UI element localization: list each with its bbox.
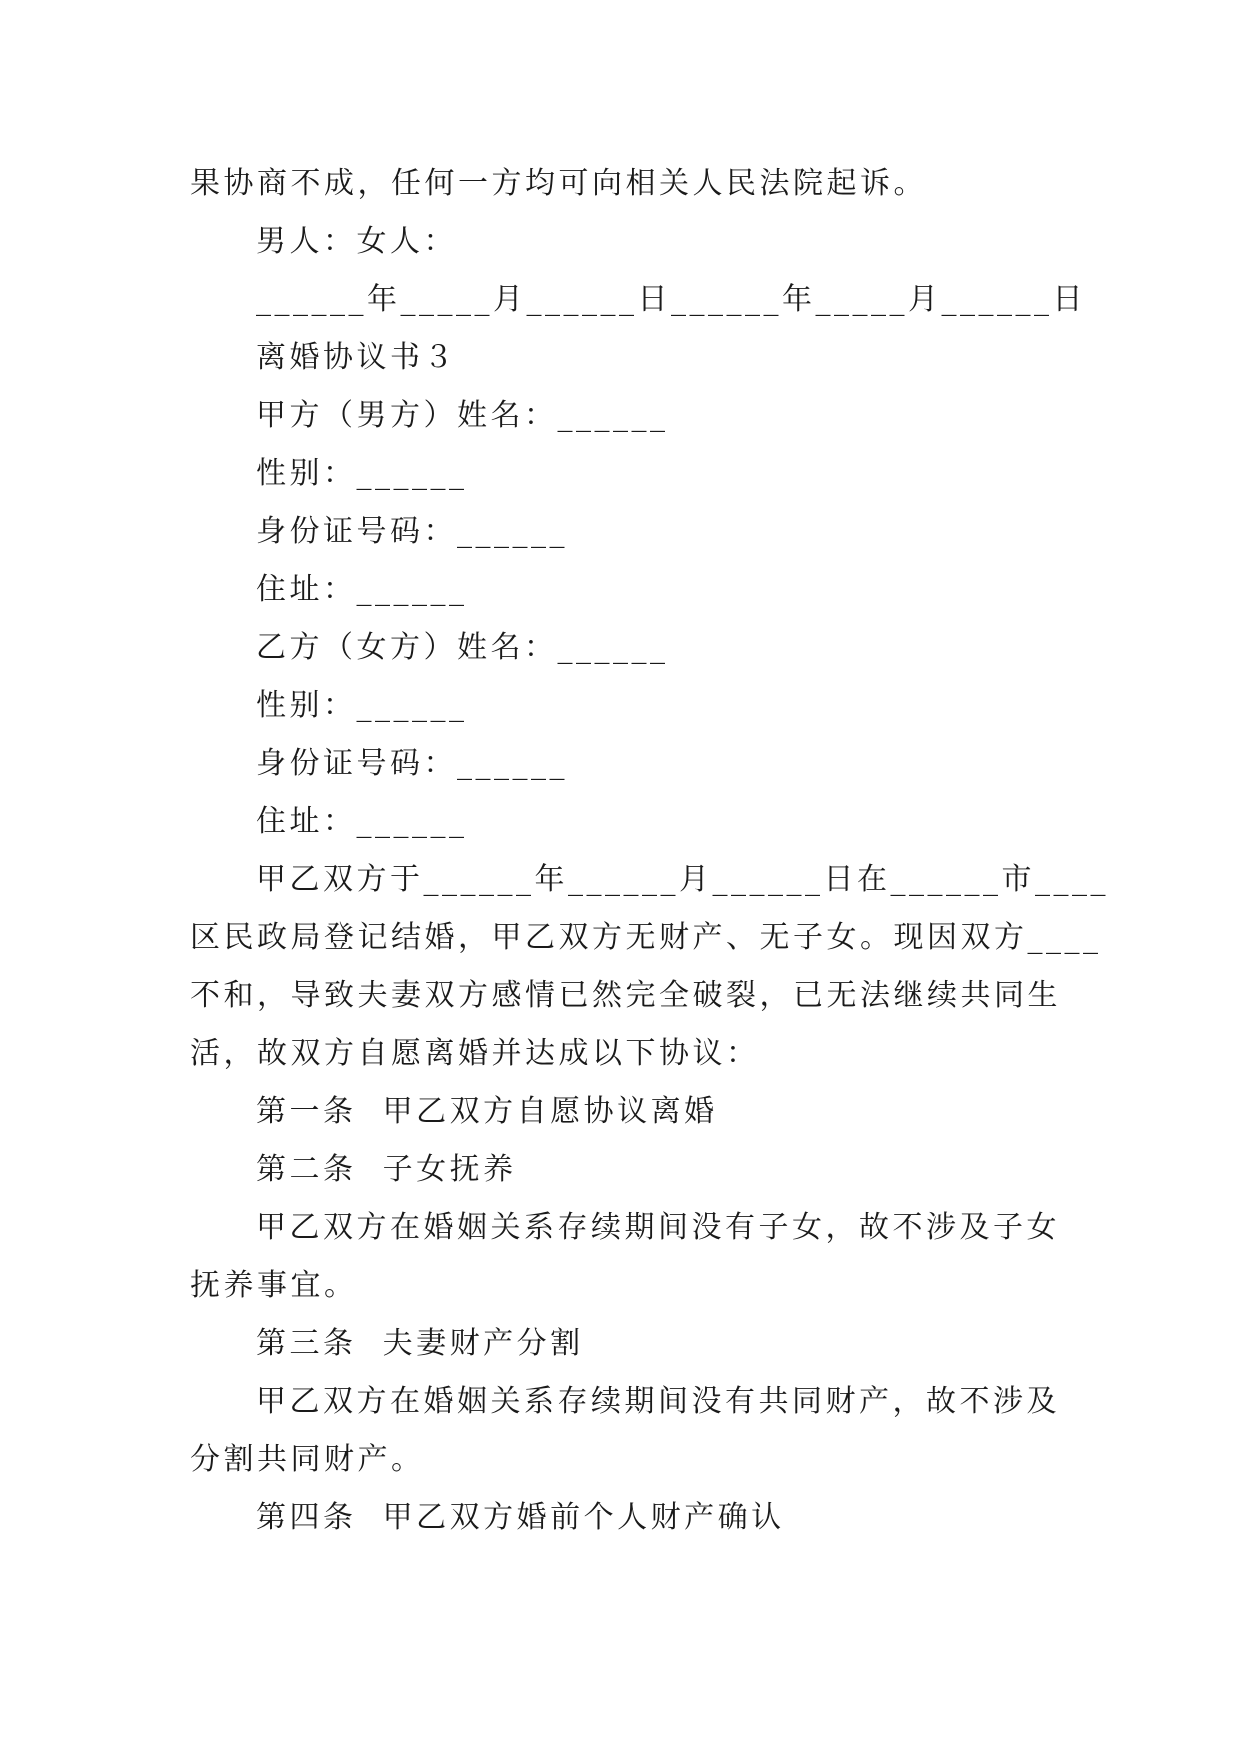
article-1-heading: 第一条 甲乙双方自愿协议离婚 [256, 1094, 718, 1129]
marriage-paragraph-line-1: 甲乙双方于______年______月______日在______市____ [256, 862, 1109, 897]
article-4-heading: 第四条 甲乙双方婚前个人财产确认 [256, 1500, 785, 1535]
signature-date-line: ______年_____月______日______年_____月______日 [256, 282, 1086, 317]
party-b-id-field: 身份证号码：______ [256, 746, 568, 781]
article-3-heading: 第三条 夫妻财产分割 [256, 1326, 584, 1361]
agreement-heading: 离婚协议书３ [256, 340, 457, 375]
marriage-paragraph-line-2: 区民政局登记结婚，甲乙双方无财产、无子女。现因双方____ [190, 920, 1102, 955]
party-a-name-field: 甲方（男方）姓名：______ [256, 398, 669, 433]
party-a-id-field: 身份证号码：______ [256, 514, 568, 549]
article-3-paragraph-line-1: 甲乙双方在婚姻关系存续期间没有共同财产，故不涉及 [256, 1384, 1060, 1419]
text-line-court-clause: 果协商不成，任何一方均可向相关人民法院起诉。 [190, 166, 927, 201]
party-b-name-field: 乙方（女方）姓名：______ [256, 630, 669, 665]
party-a-address-field: 住址：______ [256, 572, 468, 607]
marriage-paragraph-line-3: 不和，导致夫妻双方感情已然完全破裂，已无法继续共同生 [190, 978, 1061, 1013]
signature-line-man-woman: 男人：女人： [256, 224, 457, 259]
party-b-address-field: 住址：______ [256, 804, 468, 839]
article-2-paragraph-line-1: 甲乙双方在婚姻关系存续期间没有子女，故不涉及子女 [256, 1210, 1060, 1245]
party-a-gender-field: 性别：______ [256, 456, 468, 491]
marriage-paragraph-line-4: 活，故双方自愿离婚并达成以下协议： [190, 1036, 760, 1071]
article-2-heading: 第二条 子女抚养 [256, 1152, 517, 1187]
article-2-paragraph-line-2: 抚养事宜。 [190, 1268, 358, 1303]
article-3-paragraph-line-2: 分割共同财产。 [190, 1442, 425, 1477]
party-b-gender-field: 性别：______ [256, 688, 468, 723]
